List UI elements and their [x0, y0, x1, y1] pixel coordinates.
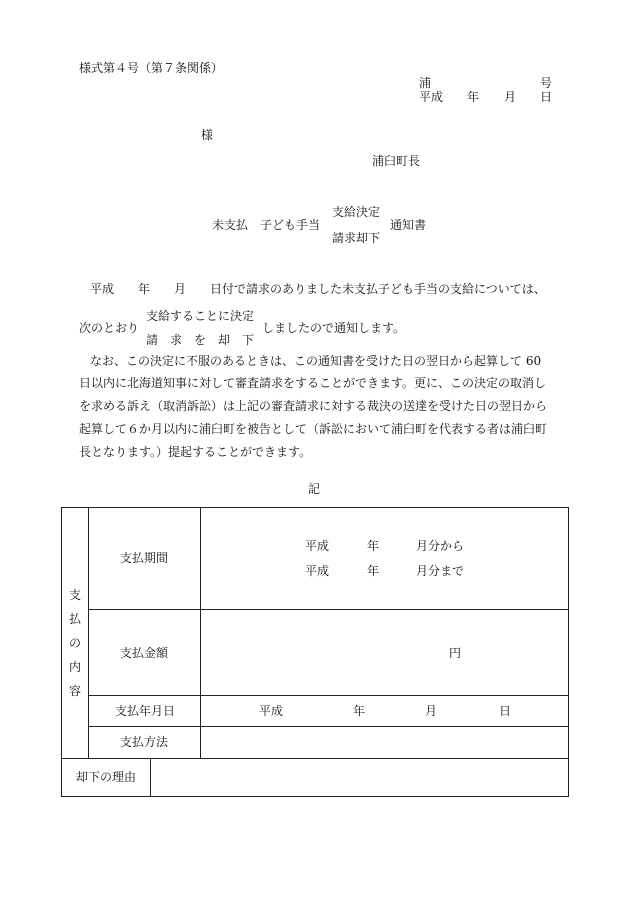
body-line-2-prefix: 次のとおり [79, 321, 140, 335]
sender-name: 浦臼町長 [372, 154, 421, 168]
table-border-right [568, 507, 569, 797]
table-row-line-1 [88, 609, 569, 610]
table-divider-reason [150, 758, 151, 797]
body-line-3: なお、この決定に不服のあるときは、この通知書を受けた日の翌日から起算して 60 [90, 354, 542, 368]
payment-date-year: 年 [353, 704, 366, 718]
date-year: 年 [467, 90, 480, 104]
reference-prefix: 浦 [419, 76, 432, 90]
date-era: 平成 [419, 90, 444, 104]
body-option-bottom: 請 求 を 却 下 [146, 333, 255, 347]
body-line-1: 平成 年 月 日付で請求のありました未支払子ども手当の支給については、 [90, 282, 546, 296]
period-label: 支払期間 [120, 551, 169, 565]
body-line-6: 起算して６か月以内に浦臼町を被告として（訴訟において浦臼町を代表する者は浦臼町 [79, 422, 548, 436]
rejection-reason-label: 却下の理由 [76, 770, 137, 784]
payment-date-month: 月 [425, 704, 438, 718]
side-label-char-2: 払 [68, 612, 81, 626]
date-month: 月 [504, 90, 517, 104]
table-divider-label [200, 507, 201, 758]
title-option-bottom: 請求却下 [332, 231, 381, 245]
table-row-line-4 [61, 758, 569, 759]
form-number: 様式第４号（第７条関係） [79, 61, 224, 75]
side-label-char-1: 支 [68, 588, 81, 602]
reference-suffix: 号 [540, 76, 553, 90]
amount-unit: 円 [449, 646, 462, 660]
title-option-top: 支給決定 [332, 205, 381, 219]
period-from-era: 平成 [305, 539, 330, 553]
period-from-month: 月分から [416, 539, 465, 553]
payment-method-label: 支払方法 [120, 735, 169, 749]
addressee-honorific: 様 [201, 128, 214, 142]
period-to-era: 平成 [305, 564, 330, 578]
payment-date-label: 支払年月日 [115, 704, 176, 718]
body-line-7: 長となります。）提起することができます。 [79, 445, 312, 459]
body-line-5: を求める訴え（取消訴訟）は上記の審査請求に対する裁決の送達を受けた日の翌日から [79, 399, 548, 413]
payment-date-era: 平成 [259, 704, 284, 718]
title-suffix: 通知書 [390, 218, 427, 232]
body-option-top: 支給することに決定 [146, 309, 255, 323]
period-to-year: 年 [367, 564, 380, 578]
side-label-char-4: 内 [68, 660, 81, 674]
date-day: 日 [540, 90, 553, 104]
ki-heading: 記 [308, 482, 321, 496]
period-to-month: 月分まで [416, 564, 465, 578]
side-label-char-3: の [68, 636, 81, 650]
body-line-2-suffix: しましたので通知します。 [262, 321, 406, 335]
table-border-bottom [61, 796, 569, 797]
amount-label: 支払金額 [120, 646, 169, 660]
period-from-year: 年 [367, 539, 380, 553]
table-row-line-2 [88, 695, 569, 696]
table-divider-side [88, 507, 89, 758]
payment-date-day: 日 [499, 704, 512, 718]
side-label-char-5: 容 [68, 684, 81, 698]
title-prefix: 未支払 子ども手当 [212, 218, 321, 232]
table-border-top [61, 507, 569, 508]
table-row-line-3 [88, 726, 569, 727]
table-border-left [61, 507, 62, 797]
body-line-4: 日以内に北海道知事に対して審査請求をすることができます。更に、この決定の取消し [79, 376, 547, 390]
